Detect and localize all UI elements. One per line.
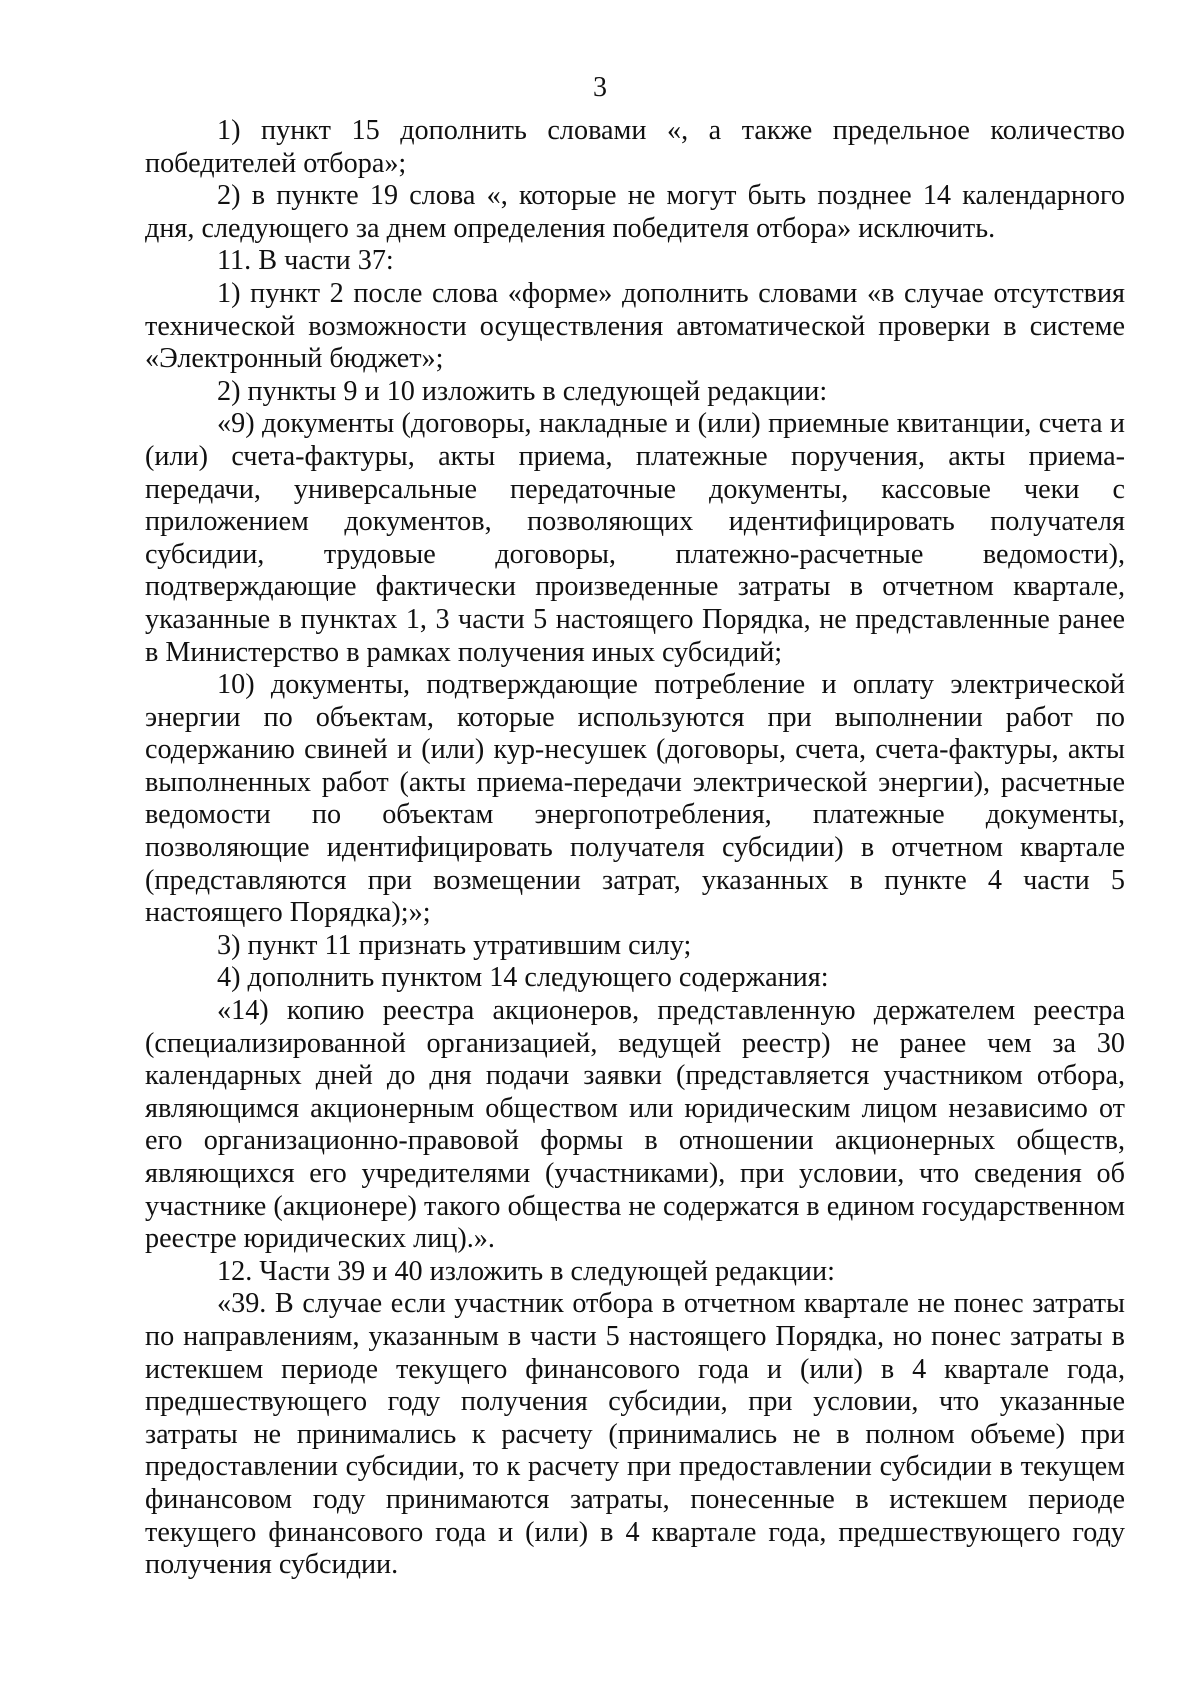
paragraph-item-9-text: «9) документы (договоры, накладные и (или) приемные квитанции, счета и (или) счета-фактуры, акты приема, платежные поручения, акты приема-передачи, универсальные передаточные документы, кассовые чеки с приложением документов, позволяющих идентифицировать получателя субсидии, трудовые договоры, платежно-расчетные ведомости), подтверждающие фактически произведенные затраты в отчетном квартале, указанные в пунктах 1, 3 части 5 настоящего Порядка, не представленные ранее в Министерство в рамках получения иных субсидий; <box>145 408 1125 668</box>
paragraph-item-2-amendment: 1) пункт 2 после слова «форме» дополнить словами «в случае отсутствия технической возможности осуществления автоматической проверки в системе «Электронный бюджет»; <box>145 277 1125 375</box>
paragraph-item-10-text: 10) документы, подтверждающие потребление и оплату электрической энергии по объектам, которые используются при выполнении работ по содержанию свиней и (или) кур-несушек (договоры, счета, счета-фактуры, акты выполненных работ (акты приема-передачи электрической энергии), расчетные ведомости по объектам энергопотребления, платежные документы, позволяющие идентифицировать получателя субсидии) в отчетном квартале (представляются при возмещении затрат, указанных в пункте 4 части 5 настоящего Порядка);»; <box>145 669 1125 929</box>
paragraph-item-11-repeal: 3) пункт 11 признать утратившим силу; <box>217 929 692 961</box>
paragraph-part-39-text: «39. В случае если участник отбора в отчетном квартале не понес затраты по направлениям, указанным в части 5 настоящего Порядка, но понес затраты в истекшем периоде текущего финансового года и (или) в 4 квартале года, предшествующего году получения субсидии, при условии, что указанные затраты не принимались к расчету (принимались не в полном объеме) при предоставлении субсидии, то к расчету при предоставлении субсидии в текущем финансовом году принимаются затраты, понесенные в истекшем периоде текущего финансового года и (или) в 4 квартале года, предшествующего году получения субсидии. <box>145 1288 1125 1581</box>
paragraph-items-9-10-heading: 2) пункты 9 и 10 изложить в следующей редакции: <box>217 375 828 407</box>
paragraph-item-14-heading: 4) дополнить пунктом 14 следующего содержания: <box>217 962 829 994</box>
paragraph-item-14-text: «14) копию реестра акционеров, представленную держателем реестра (специализированной организацией, ведущей реестр) не ранее чем за 30 календарных дней до дня подачи заявки (представляется участником отбора, являющимся акционерным обществом или юридическим лицом независимо от его организационно-правовой формы в отношении акционерных обществ, являющихся его учредителями (участниками), при условии, что сведения об участнике (акционере) такого общества не содержатся в едином государственном реестре юридических лиц).». <box>145 995 1125 1255</box>
paragraph-part-37-heading: 11. В части 37: <box>217 245 394 277</box>
paragraph-item-19-amendment: 2) в пункте 19 слова «, которые не могут быть позднее 14 календарного дня, следующего за днем определения победителя отбора» исключить. <box>145 180 1125 244</box>
paragraph-parts-39-40-heading: 12. Части 39 и 40 изложить в следующей редакции: <box>217 1255 835 1287</box>
paragraph-item-15-amendment: 1) пункт 15 дополнить словами «, а также предельное количество победителей отбора»; <box>145 115 1125 179</box>
document-body <box>145 115 1125 1582</box>
page-number: 3 <box>593 72 607 103</box>
